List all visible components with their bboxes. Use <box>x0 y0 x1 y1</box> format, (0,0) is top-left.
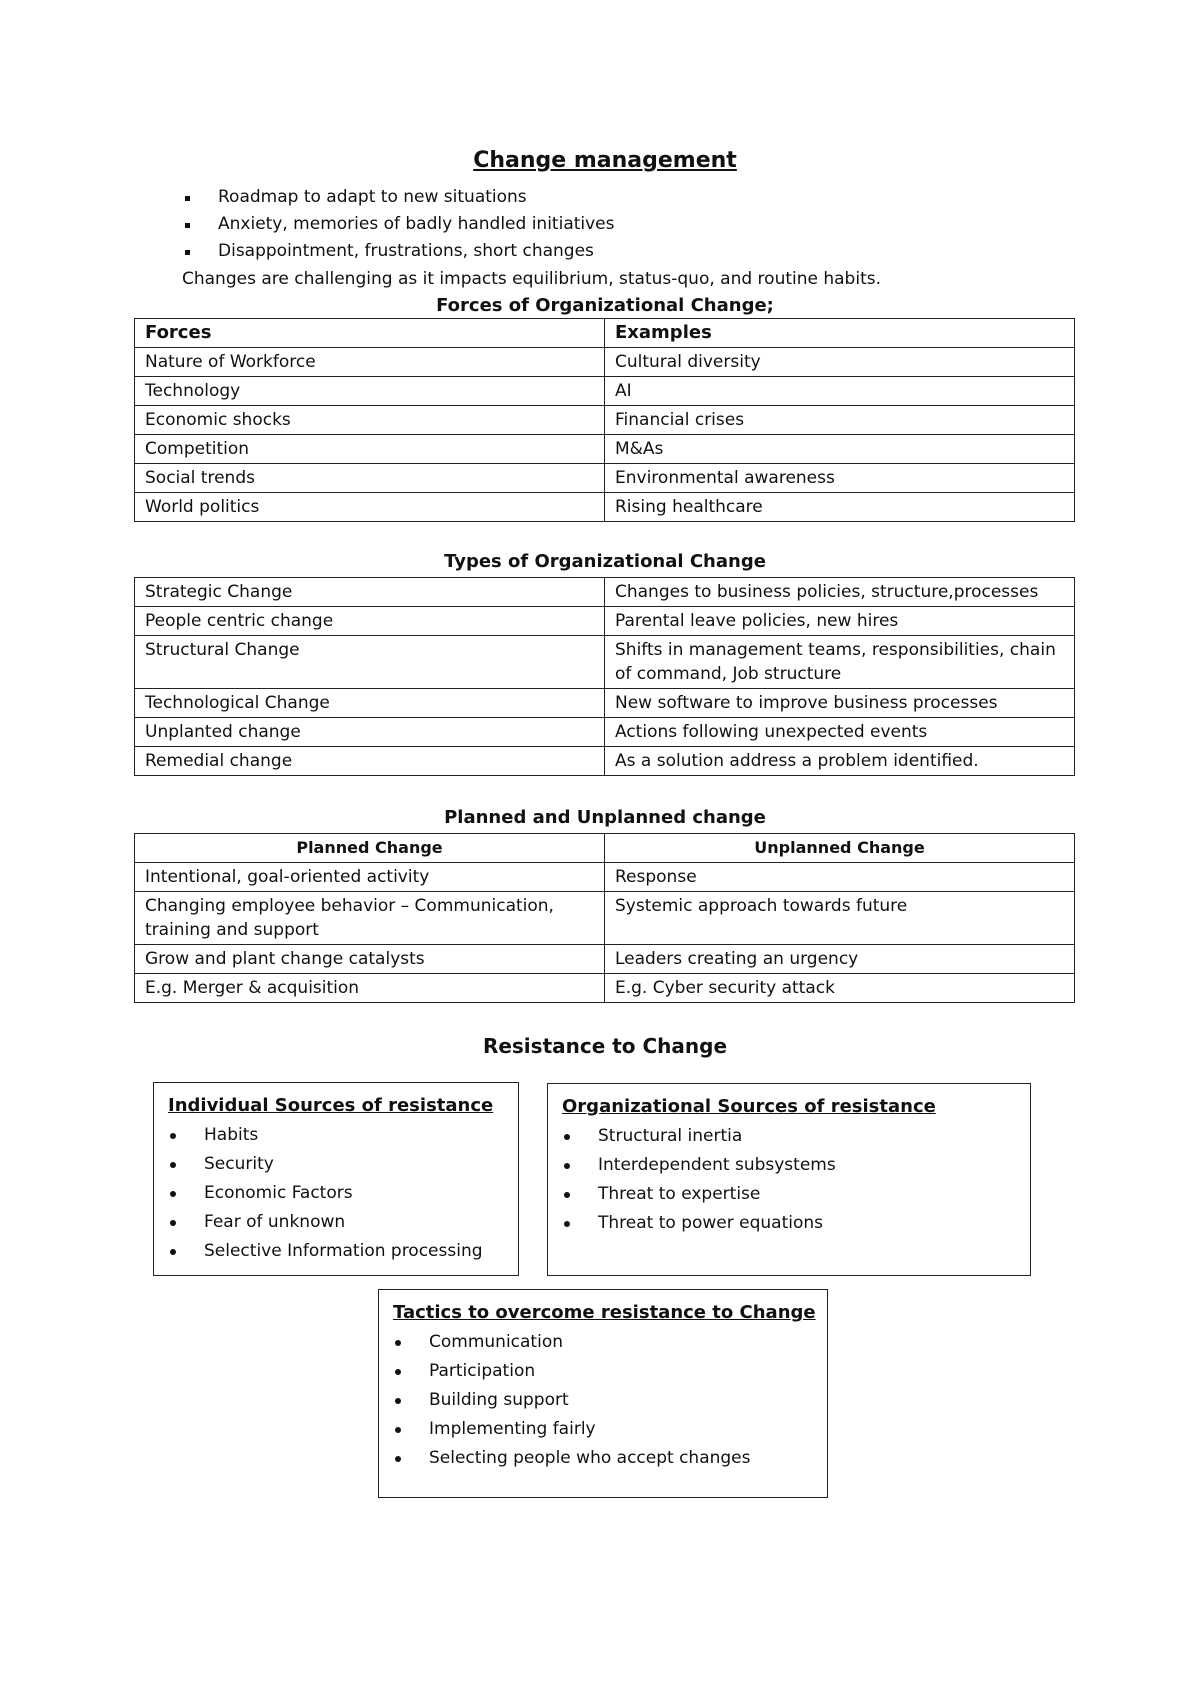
square-bullet-icon <box>185 250 190 255</box>
bullet-icon <box>395 1398 401 1404</box>
table-row <box>135 636 1075 689</box>
table-cell: Shifts in management teams, responsibilities, chain of command, Job structure <box>605 636 1075 689</box>
table-cell: Leaders creating an urgency <box>605 945 1075 974</box>
intro-bullet-list <box>180 184 615 265</box>
bullet-icon <box>395 1340 401 1346</box>
list-item: Roadmap to adapt to new situations <box>180 184 615 211</box>
types-table <box>134 577 1075 776</box>
bullet-icon <box>170 1220 176 1226</box>
list-item: Selecting people who accept changes <box>379 1444 827 1473</box>
forces-table <box>134 318 1075 522</box>
table-cell: Nature of Workforce <box>135 348 605 377</box>
column-header: Unplanned Change <box>605 834 1075 863</box>
intro-paragraph: Changes are challenging as it impacts equilibrium, status-quo, and routine habits. <box>182 269 882 289</box>
individual-resistance-list <box>154 1121 518 1266</box>
table-cell: Changes to business policies, structure,processes <box>605 578 1075 607</box>
list-item: Threat to power equations <box>548 1209 1030 1238</box>
organizational-resistance-box <box>547 1083 1031 1276</box>
individual-resistance-box <box>153 1082 519 1276</box>
table-cell: New software to improve business processes <box>605 689 1075 718</box>
table-row <box>135 863 1075 892</box>
box-title: Individual Sources of resistance <box>168 1095 494 1116</box>
list-item: Structural inertia <box>548 1122 1030 1151</box>
table-cell: Technological Change <box>135 689 605 718</box>
table-cell: Financial crises <box>605 406 1075 435</box>
table-cell: World politics <box>135 493 605 522</box>
list-item: Interdependent subsystems <box>548 1151 1030 1180</box>
bullet-icon <box>564 1192 570 1198</box>
table-row <box>135 974 1075 1003</box>
table-header-row <box>135 834 1075 863</box>
list-item: Fear of unknown <box>154 1208 518 1237</box>
list-item: Economic Factors <box>154 1179 518 1208</box>
table-cell: Grow and plant change catalysts <box>135 945 605 974</box>
bullet-icon <box>170 1191 176 1197</box>
bullet-icon <box>395 1369 401 1375</box>
table-cell: Environmental awareness <box>605 464 1075 493</box>
list-item: Selective Information processing <box>154 1237 518 1266</box>
table-cell: Technology <box>135 377 605 406</box>
table-row <box>135 406 1075 435</box>
table-row <box>135 377 1075 406</box>
table-cell: Structural Change <box>135 636 605 689</box>
table-row <box>135 607 1075 636</box>
table-header-row <box>135 319 1075 348</box>
table-cell: Rising healthcare <box>605 493 1075 522</box>
bullet-icon <box>395 1456 401 1462</box>
square-bullet-icon <box>185 223 190 228</box>
list-item: Security <box>154 1150 518 1179</box>
bullet-icon <box>564 1134 570 1140</box>
table-cell: Intentional, goal-oriented activity <box>135 863 605 892</box>
table-cell: M&As <box>605 435 1075 464</box>
bullet-icon <box>564 1163 570 1169</box>
table-cell: Systemic approach towards future <box>605 892 1075 945</box>
bullet-icon <box>564 1221 570 1227</box>
table-cell: AI <box>605 377 1075 406</box>
list-item: Communication <box>379 1328 827 1357</box>
table-cell: E.g. Merger & acquisition <box>135 974 605 1003</box>
table-cell: Changing employee behavior – Communication, training and support <box>135 892 605 945</box>
table-row <box>135 464 1075 493</box>
resistance-title: Resistance to Change <box>482 1034 728 1058</box>
table-cell: E.g. Cyber security attack <box>605 974 1075 1003</box>
bullet-icon <box>395 1427 401 1433</box>
list-item: Threat to expertise <box>548 1180 1030 1209</box>
box-title: Tactics to overcome resistance to Change <box>393 1302 816 1323</box>
table-row <box>135 493 1075 522</box>
table-cell: Response <box>605 863 1075 892</box>
table-row <box>135 945 1075 974</box>
list-item: Habits <box>154 1121 518 1150</box>
bullet-icon <box>170 1133 176 1139</box>
column-header: Examples <box>605 319 1075 348</box>
planned-table <box>134 833 1075 1003</box>
table-row <box>135 747 1075 776</box>
bullet-icon <box>170 1162 176 1168</box>
column-header: Planned Change <box>135 834 605 863</box>
table-cell: Parental leave policies, new hires <box>605 607 1075 636</box>
table-cell: Actions following unexpected events <box>605 718 1075 747</box>
planned-title: Planned and Unplanned change <box>444 807 766 828</box>
table-cell: Strategic Change <box>135 578 605 607</box>
table-cell: Social trends <box>135 464 605 493</box>
bullet-icon <box>170 1249 176 1255</box>
table-cell: Unplanted change <box>135 718 605 747</box>
forces-title: Forces of Organizational Change; <box>436 295 774 316</box>
list-item: Implementing fairly <box>379 1415 827 1444</box>
page-title: Change management <box>473 148 737 173</box>
column-header: Forces <box>135 319 605 348</box>
table-row <box>135 718 1075 747</box>
organizational-resistance-list <box>548 1122 1030 1238</box>
tactics-list <box>379 1328 827 1473</box>
table-cell: Cultural diversity <box>605 348 1075 377</box>
table-cell: Remedial change <box>135 747 605 776</box>
table-cell: As a solution address a problem identified. <box>605 747 1075 776</box>
list-item: Disappointment, frustrations, short changes <box>180 238 615 265</box>
table-row <box>135 689 1075 718</box>
list-item: Building support <box>379 1386 827 1415</box>
box-title: Organizational Sources of resistance <box>562 1096 936 1117</box>
table-row <box>135 892 1075 945</box>
square-bullet-icon <box>185 196 190 201</box>
table-cell: People centric change <box>135 607 605 636</box>
table-row <box>135 435 1075 464</box>
list-item: Anxiety, memories of badly handled initiatives <box>180 211 615 238</box>
table-cell: Competition <box>135 435 605 464</box>
types-title: Types of Organizational Change <box>444 551 766 572</box>
table-row <box>135 578 1075 607</box>
tactics-box <box>378 1289 828 1498</box>
list-item: Participation <box>379 1357 827 1386</box>
table-row <box>135 348 1075 377</box>
table-cell: Economic shocks <box>135 406 605 435</box>
